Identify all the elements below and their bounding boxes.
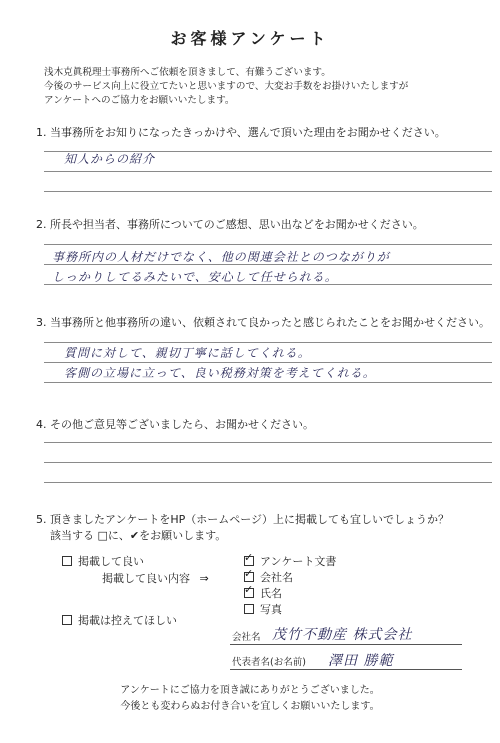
answer-rule (44, 462, 492, 463)
intro-line-1: 浅木克眞税理士事務所へご依頼を頂きまして、有難うございます。 (44, 67, 331, 78)
representative-value: 澤田 勝範 (328, 653, 394, 669)
consent-item-label: 写真 (260, 603, 282, 616)
question-3: 3. 当事務所と他事務所の違い、依頼されて良かったと感じられたことをお聞かせください。 (36, 316, 490, 329)
content-label-text: 掲載して良い内容 (102, 572, 190, 585)
representative-label: 代表者名(お名前) (232, 657, 306, 668)
consent-ok-label: 掲載して良い (78, 555, 144, 568)
answer-1-line-1: 知人からの紹介 (64, 152, 156, 166)
consent-decline-label: 掲載は控えてほしい (78, 614, 177, 627)
answer-rule (44, 382, 492, 383)
intro-line-3: アンケートへのご協力をお願いいたします。 (44, 95, 235, 106)
consent-ok-option[interactable] (62, 553, 144, 569)
answer-2-line-1: 事務所内の人材だけでなく、他の関連会社とのつながりが (52, 250, 390, 264)
answer-rule (44, 171, 492, 172)
intro-line-2: 今後のサービス向上に役立てたいと思いますので、大変お手数をお掛けいたしますが (44, 81, 409, 92)
company-value: 茂竹不動産 株式会社 (272, 627, 413, 643)
question-1: 1. 当事務所をお知りになったきっかけや、選んで頂いた理由をお聞かせください。 (36, 126, 446, 139)
company-label: 会社名 (232, 632, 261, 643)
answer-rule (44, 362, 492, 363)
consent-item-photo[interactable] (244, 601, 282, 617)
checkbox[interactable] (62, 556, 72, 566)
question-4: 4. その他ご意見等ございましたら、お聞かせください。 (36, 418, 314, 431)
checkbox[interactable] (244, 583, 254, 598)
question-5: 5. 頂きましたアンケートをHP（ホームページ）上に掲載しても宜しいでしょうか？ (36, 513, 450, 526)
consent-decline-option[interactable] (62, 612, 177, 628)
arrow-icon: ⇒ (199, 572, 209, 585)
checkmark-icon: ✓ (244, 567, 254, 580)
question-2: 2. 所長や担当者、事務所についてのご感想、思い出などをお聞かせください。 (36, 218, 424, 231)
checkbox[interactable] (244, 604, 254, 614)
checkbox[interactable] (244, 567, 254, 582)
checkbox[interactable] (244, 551, 254, 566)
checkmark-icon: ✓ (244, 551, 254, 564)
consent-item-label: 会社名 (260, 571, 293, 584)
footer-line-1: アンケートにご協力を頂き誠にありがとうございました。 (120, 685, 380, 696)
page-title: お客様アンケート (170, 29, 330, 48)
question-5-instruction: 該当する □に、✔をお願いします。 (50, 529, 227, 542)
checkmark-icon: ✓ (244, 583, 254, 596)
answer-rule (44, 191, 492, 192)
answer-rule (44, 442, 492, 443)
answer-rule (44, 342, 492, 343)
answer-rule (44, 244, 492, 245)
answer-2-line-2: しっかりしてるみたいで、安心して任せられる。 (52, 270, 338, 284)
consent-content-label (102, 570, 209, 586)
consent-item-label: アンケート文書 (260, 555, 337, 568)
signature-line (230, 669, 462, 670)
signature-line (230, 644, 462, 645)
footer-line-2: 今後とも変わらぬお付き合いを宜しくお願いいたします。 (120, 701, 380, 712)
consent-item-document[interactable] (244, 553, 336, 569)
consent-item-name[interactable] (244, 585, 282, 601)
checkbox[interactable] (62, 615, 72, 625)
consent-item-label: 氏名 (260, 587, 282, 600)
answer-rule (44, 482, 492, 483)
answer-3-line-2: 客側の立場に立って、良い税務対策を考えてくれる。 (64, 366, 376, 380)
answer-3-line-1: 質問に対して、親切丁寧に話してくれる。 (64, 346, 311, 360)
